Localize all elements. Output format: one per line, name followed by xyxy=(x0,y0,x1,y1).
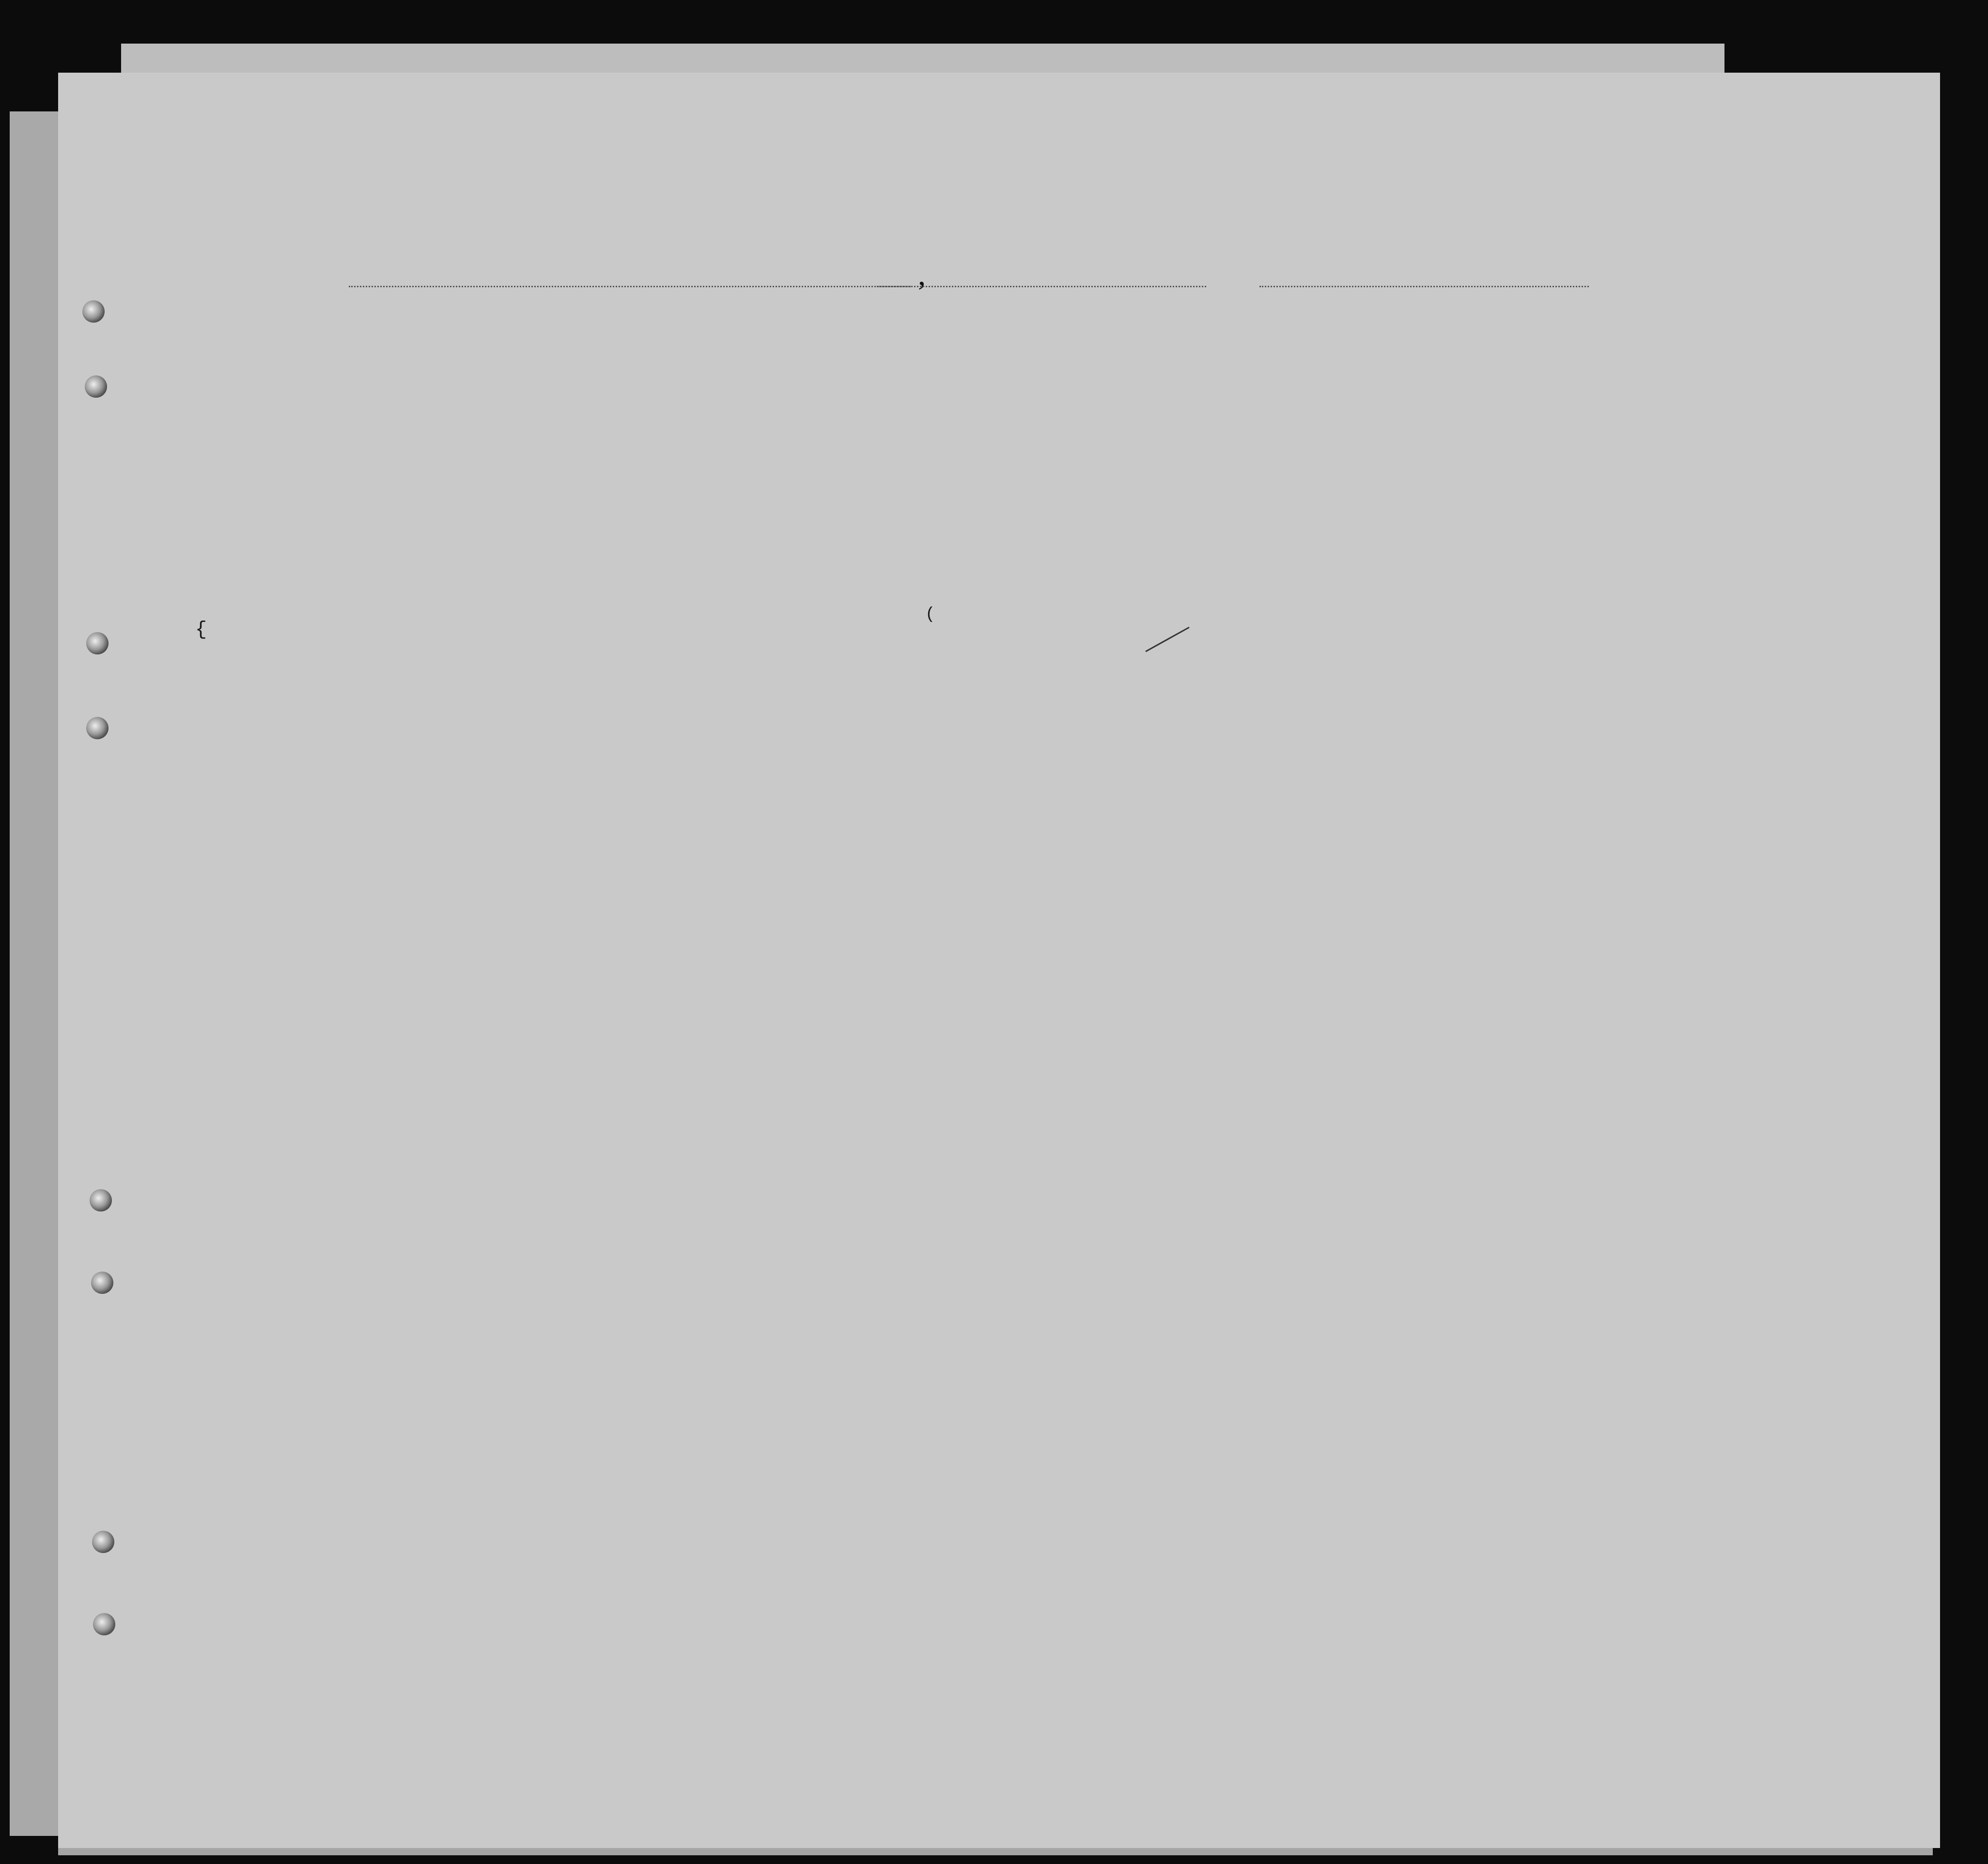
comma-separator: , xyxy=(918,257,926,292)
binder-hole xyxy=(91,1272,113,1294)
slash-mark xyxy=(1143,625,1192,654)
brace-mark-2: ( xyxy=(925,606,935,624)
brace-mark: { xyxy=(195,619,207,641)
binder-hole xyxy=(86,632,109,654)
binder-hole xyxy=(82,300,105,323)
page-edge-left xyxy=(10,111,63,1836)
binder-hole xyxy=(86,717,109,739)
manifest-grid xyxy=(58,73,1940,1848)
binder-hole xyxy=(85,375,107,398)
binder-hole xyxy=(93,1613,115,1635)
binder-hole xyxy=(90,1189,112,1212)
manifest-sheet xyxy=(58,73,1940,1848)
binder-hole xyxy=(92,1531,114,1553)
